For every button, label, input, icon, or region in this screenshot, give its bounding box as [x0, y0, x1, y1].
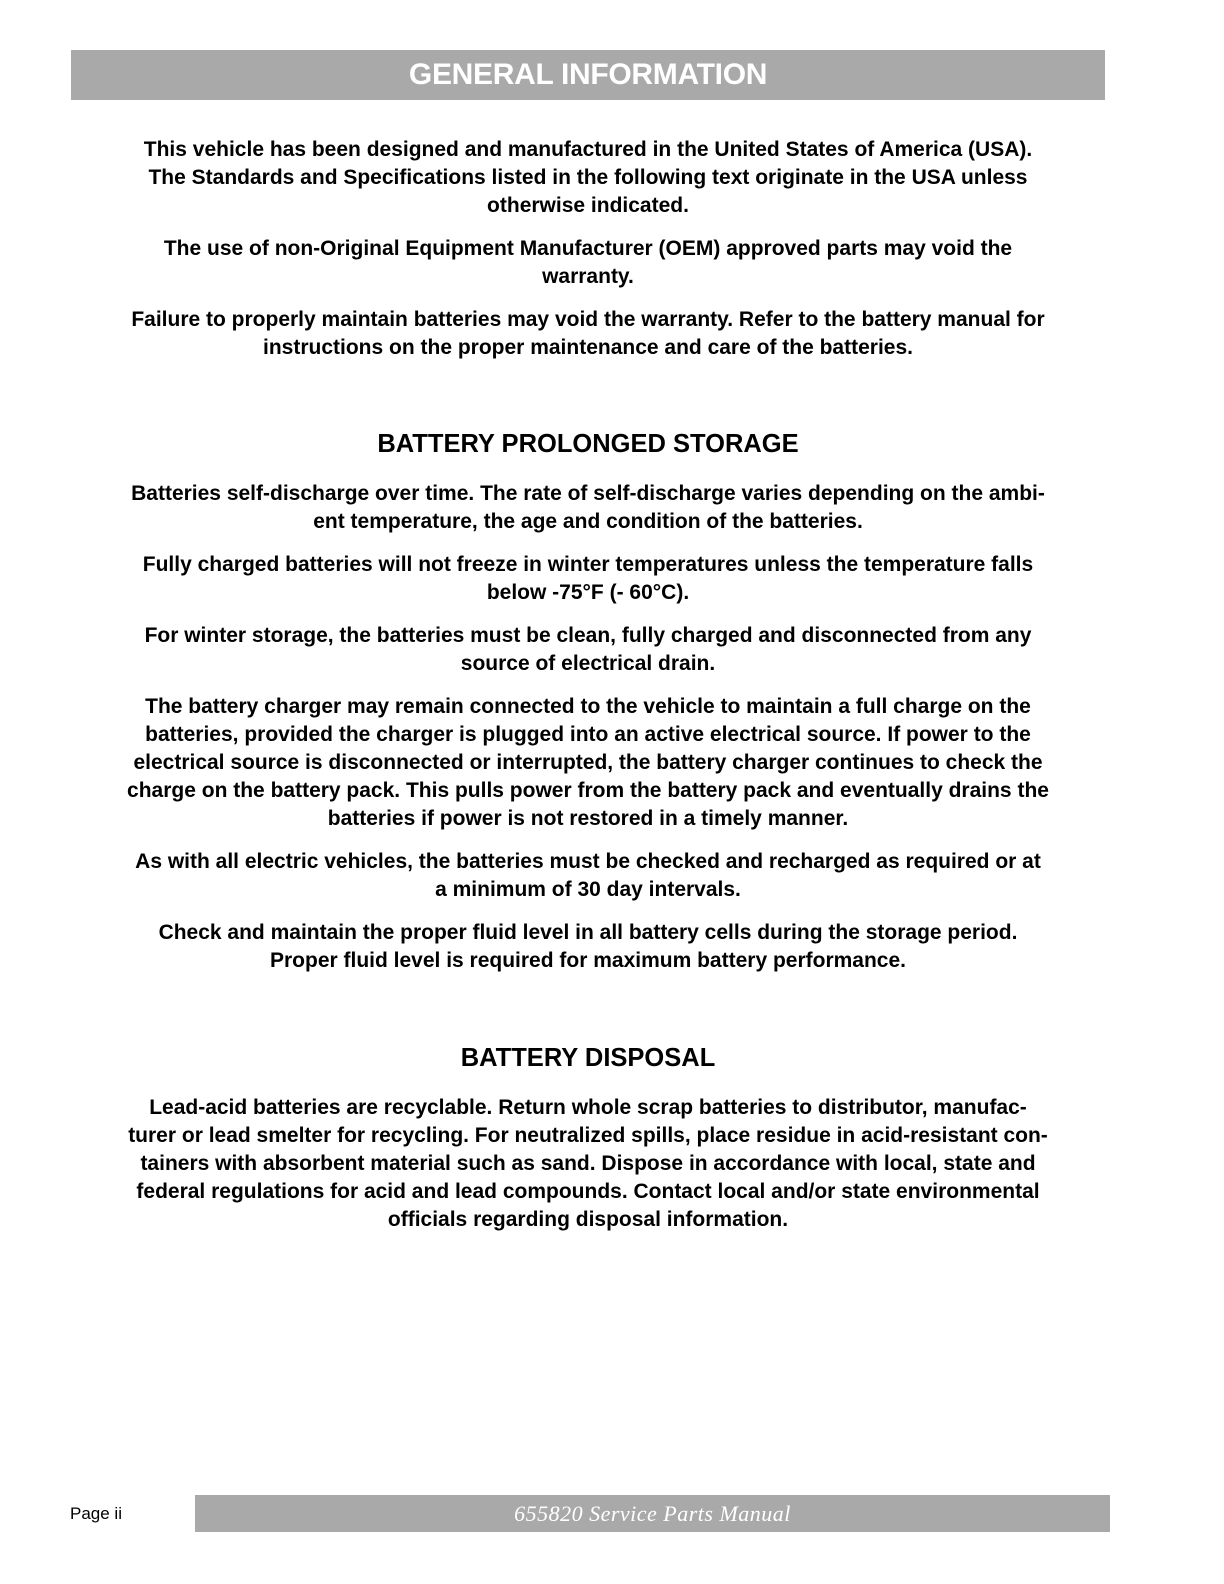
- text-line: Check and maintain the proper fluid level in all battery cells during the storage period.: [158, 921, 1018, 944]
- page-number: Page ii: [70, 1504, 122, 1523]
- storage-paragraph-6: [70, 919, 1106, 975]
- text-line: Batteries self-discharge over time. The rate of self-discharge varies depending on the ambi-: [131, 482, 1045, 505]
- storage-paragraph-5: [70, 848, 1106, 904]
- section-title-disposal: BATTERY DISPOSAL: [460, 1044, 716, 1072]
- text-line: below -75°F (- 60°C).: [486, 581, 690, 604]
- text-line: Lead-acid batteries are recyclable. Return whole scrap batteries to distributor, manufac-: [149, 1096, 1027, 1119]
- manual-title: 655820 Service Parts Manual: [514, 1501, 791, 1526]
- text-line: charge on the battery pack. This pulls power from the battery pack and eventually drains the: [127, 779, 1049, 802]
- text-line: instructions on the proper maintenance and care of the batteries.: [263, 336, 913, 359]
- text-line: officials regarding disposal information.: [387, 1208, 789, 1231]
- general-paragraph-3: [70, 306, 1106, 362]
- text-line: ent temperature, the age and condition of the batteries.: [313, 510, 863, 533]
- disposal-paragraph-1: [70, 1094, 1106, 1234]
- document-body: [70, 136, 1106, 1234]
- section-title-storage: BATTERY PROLONGED STORAGE: [377, 430, 799, 458]
- text-line: electrical source is disconnected or interrupted, the battery charger continues to check the: [133, 751, 1043, 774]
- text-line: This vehicle has been designed and manufactured in the United States of America (USA).: [143, 138, 1033, 161]
- text-line: otherwise indicated.: [487, 194, 689, 217]
- text-line: The battery charger may remain connected to the vehicle to maintain a full charge on the: [145, 695, 1031, 718]
- general-paragraph-1: [70, 136, 1106, 220]
- page-title: GENERAL INFORMATION: [408, 58, 768, 91]
- storage-paragraph-2: [70, 551, 1106, 607]
- text-line: The Standards and Specifications listed in the following text originate in the USA unless: [148, 166, 1028, 189]
- storage-paragraph-1: [70, 480, 1106, 536]
- text-line: Fully charged batteries will not freeze in winter temperatures unless the temperature falls: [142, 553, 1034, 576]
- text-line: Failure to properly maintain batteries may void the warranty. Refer to the battery manual for: [131, 308, 1045, 331]
- text-line: tainers with absorbent material such as sand. Dispose in accordance with local, state and: [140, 1152, 1036, 1175]
- text-line: federal regulations for acid and lead compounds. Contact local and/or state environmental: [136, 1180, 1040, 1203]
- text-line: As with all electric vehicles, the batteries must be checked and recharged as required or at: [135, 850, 1041, 873]
- text-line: warranty.: [542, 265, 634, 288]
- text-line: batteries if power is not restored in a timely manner.: [327, 807, 849, 830]
- general-paragraph-2: [70, 235, 1106, 291]
- storage-paragraph-4: [70, 693, 1106, 833]
- text-line: For winter storage, the batteries must be clean, fully charged and disconnected from any: [144, 624, 1032, 647]
- text-line: a minimum of 30 day intervals.: [435, 878, 741, 901]
- footer-manual-banner: [195, 1495, 1110, 1532]
- text-line: batteries, provided the charger is plugged into an active electrical source. If power to the: [145, 723, 1031, 746]
- text-line: Proper fluid level is required for maximum battery performance.: [269, 949, 907, 972]
- storage-paragraph-3: [70, 622, 1106, 678]
- page-header-banner: [71, 50, 1105, 100]
- text-line: The use of non-Original Equipment Manufacturer (OEM) approved parts may void the: [163, 237, 1013, 260]
- text-line: turer or lead smelter for recycling. For neutralized spills, place residue in acid-resistant con-: [128, 1124, 1048, 1147]
- text-line: source of electrical drain.: [460, 652, 716, 675]
